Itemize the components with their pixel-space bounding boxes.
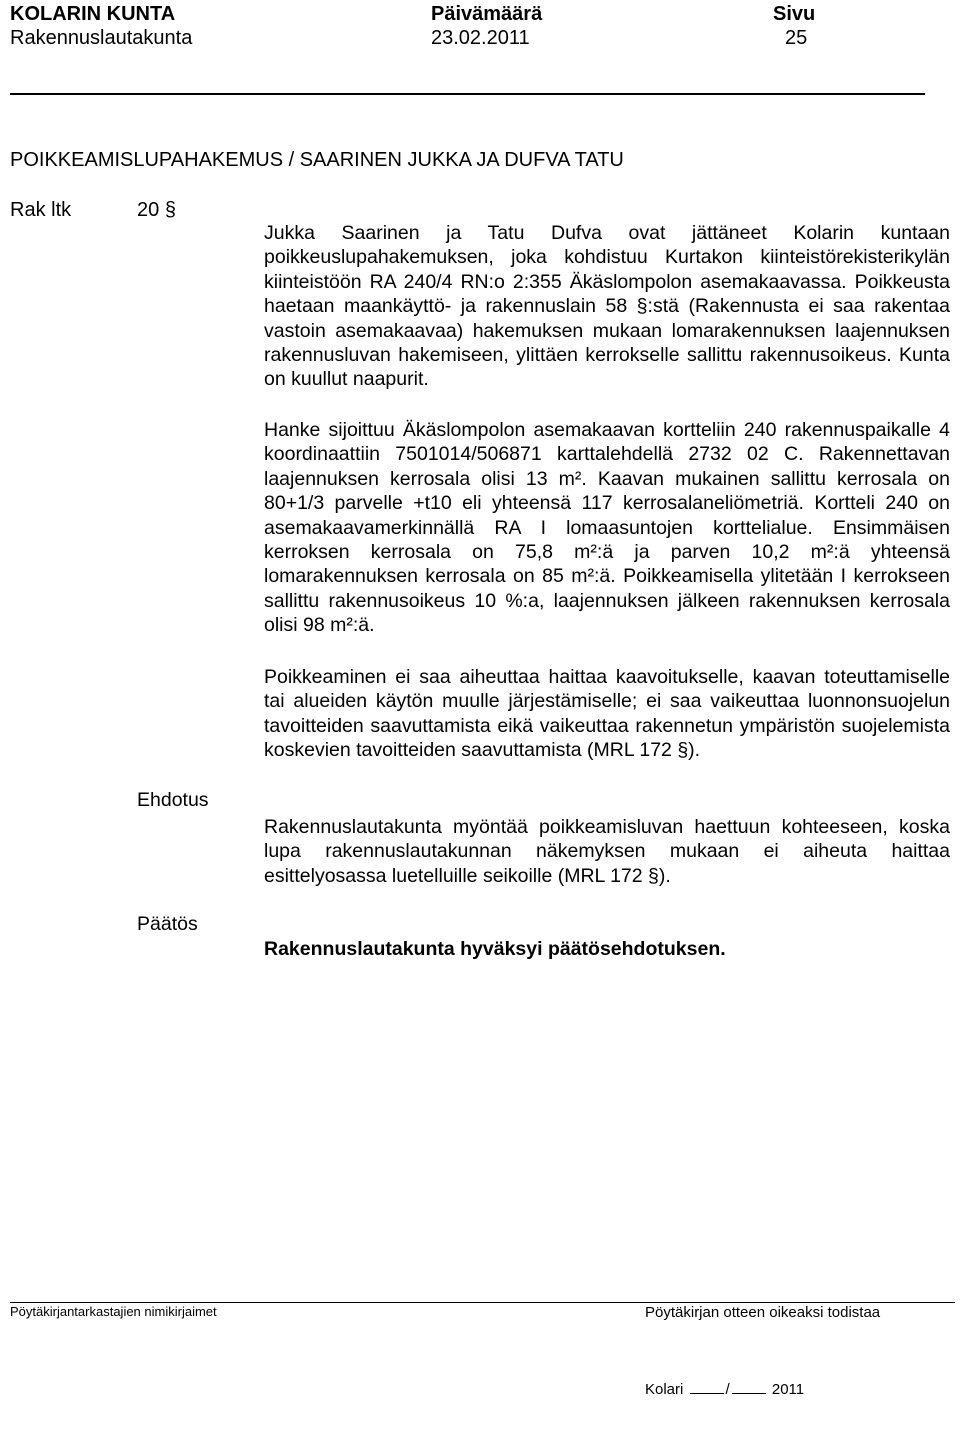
section-sign: § bbox=[164, 199, 176, 221]
signatures-label: Pöytäkirjantarkastajien nimikirjaimet bbox=[10, 1304, 217, 1319]
paragraph-requirements: Poikkeaminen ei saa aiheuttaa haittaa kaavoitukselle, kaavan toteuttamiselle tai alueiden käytön muulle järjestämiselle; ei saa vaikeuttaa luonnonsuojelun tavoitteiden saavuttamista eikä vaikeuttaa rakennetun ympäristön suojelemista koskevien tavoitteiden saavuttamista (MRL 172 §). bbox=[264, 666, 950, 762]
paragraph-project: Hanke sijoittuu Äkäslompolon asemakaavan kortteliin 240 rakennuspaikalle 4 koordinaattiin 7501014/506871 karttalehdellä 2732 02 C. Rakennettavan laajennuksen kerrosala olisi 13 m². Kaavan mukainen sallittu kerrosala on 80+1/3 parvelle +t10 eli yhteensä 117 kerrosalaneliömetriä. Kortteli 240 on asemakaavamerkinnällä RA I lomaasuntojen korttelialue. Ensimmäisen kerroksen kerrosala on 75,8 m²:ä ja parven 10,2 m²:ä yhteensä lomarakennuksen kerrosala on 85 m²:ä. Poikkeamisella ylitetään I kerrokseen sallittu rakennusoikeus 10 %:a, laajennuksen jälkeen rakennuksen kerrosala olisi 98 m²:ä. bbox=[264, 419, 950, 637]
date-label: Päivämäärä bbox=[431, 3, 543, 25]
certification-year: 2011 bbox=[771, 1381, 805, 1398]
date-separator: / bbox=[725, 1381, 730, 1398]
proposal-text: Rakennuslautakunta myöntää poikkeamisluvan haettuun kohteeseen, koska lupa rakennuslautakunnan näkemyksen mukaan ei aiheuta haittaa esittelyosassa luetelluille seikoille (MRL 172 §). bbox=[264, 816, 950, 887]
paragraph-application: Jukka Saarinen ja Tatu Dufva ovat jättäneet Kolarin kuntaan poikkeuslupahakemuksen, joka kohdistuu Kurtakon kiinteistörekisterikylän kiinteistöön RA 240/4 RN:o 2:355 Äkäslompolon asemakaavassa. Poikkeusta haetaan maankäyttö- ja rakennuslain 58 §:stä (Rakennusta ei saa rakentaa vastoin asemakaavaa) hakemuksen mukaan lomarakennuksen laajennuksen rakennusluvan hakemiseen, ylittäen kerrokselle sallittu rakennusoikeus. Kunta on kuullut naapurit. bbox=[264, 222, 950, 391]
decision-text: Rakennuslautakunta hyväksyi päätösehdotuksen. bbox=[264, 938, 726, 960]
page-number: 25 bbox=[785, 27, 808, 49]
footer-divider bbox=[10, 1302, 955, 1303]
certify-label: Pöytäkirjan otteen oikeaksi todistaa bbox=[645, 1304, 881, 1321]
month-blank bbox=[732, 1379, 766, 1394]
meeting-date: 23.02.2011 bbox=[431, 27, 530, 49]
section-number-value: 20 bbox=[137, 199, 160, 221]
place-name: Kolari bbox=[645, 1381, 684, 1398]
document-title: POIKKEAMISLUPAHAKEMUS / SAARINEN JUKKA JA DUFVA TATU bbox=[10, 149, 624, 171]
section-ref-label: Rak ltk bbox=[10, 199, 72, 221]
header-divider bbox=[10, 93, 925, 95]
proposal-label: Ehdotus bbox=[137, 789, 209, 811]
certification-line bbox=[645, 1379, 804, 1398]
day-blank bbox=[690, 1379, 724, 1394]
department-name: Rakennuslautakunta bbox=[10, 27, 193, 49]
section-number bbox=[137, 198, 176, 223]
page-label: Sivu bbox=[773, 3, 816, 25]
decision-label: Päätös bbox=[137, 913, 198, 935]
org-name: KOLARIN KUNTA bbox=[10, 3, 176, 25]
